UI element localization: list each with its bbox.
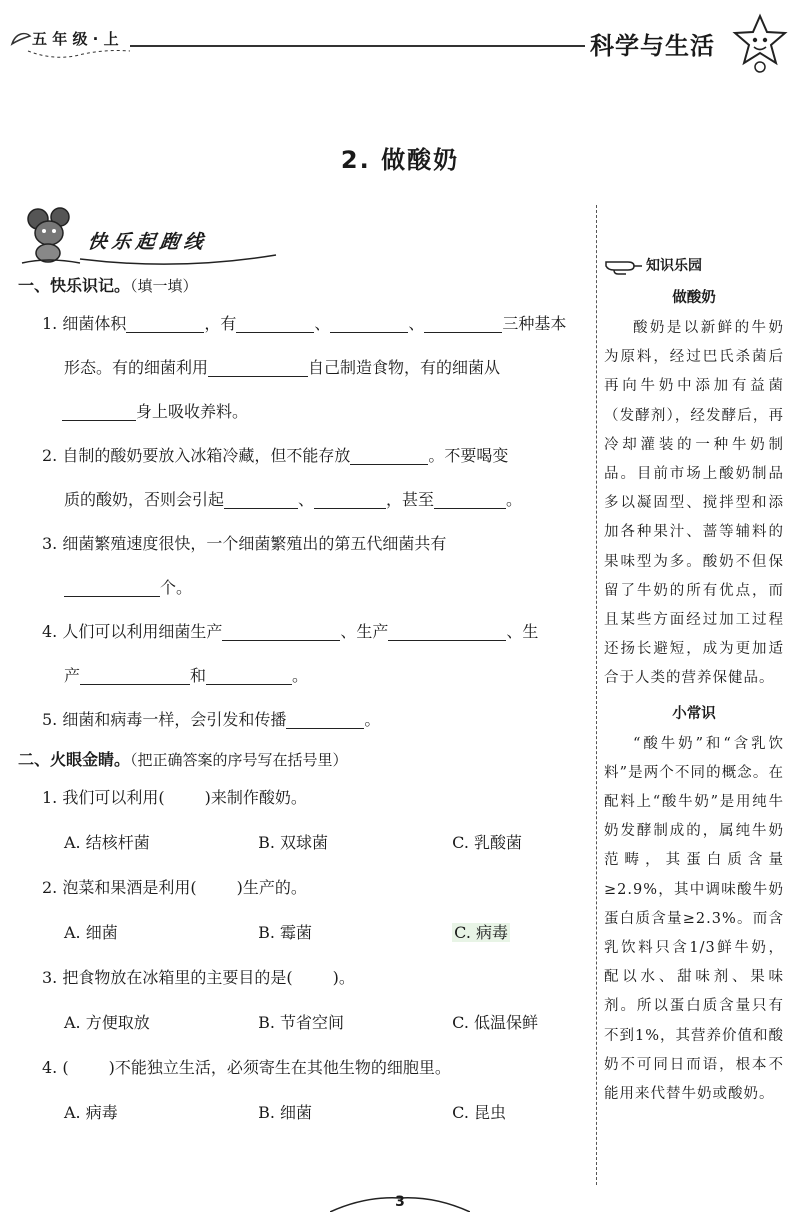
choice-options-1 [18, 820, 588, 866]
fill-question-5: 5. 细菌和病毒一样，会引发和传播 。 [18, 698, 588, 742]
choice-options-4 [18, 1090, 588, 1136]
fill-question-3-cont: 个。 [18, 566, 588, 610]
page-number: 3 [330, 1192, 470, 1212]
answer-blank[interactable] [388, 618, 506, 641]
mouse-mascot-icon [18, 205, 82, 265]
page-header [0, 0, 800, 80]
section-heading-1: 一、快乐识记。（填一填） [18, 276, 198, 295]
option-c[interactable]: C. 乳酸菌 [452, 833, 523, 852]
sidebar-label: 知识乐园 [604, 250, 784, 282]
answer-blank[interactable] [80, 662, 190, 685]
answer-blank[interactable] [126, 310, 204, 333]
choice-question-1: 1. 我们可以利用( )来制作酸奶。 [42, 788, 307, 807]
choice-question-4: 4. ( )不能独立生活，必须寄生在其他生物的细胞里。 [42, 1058, 451, 1077]
answer-blank[interactable] [350, 442, 428, 465]
option-a[interactable]: A. 病毒 [64, 1103, 118, 1122]
option-a[interactable]: A. 细菌 [64, 923, 118, 942]
option-b[interactable]: B. 双球菌 [258, 833, 329, 852]
answer-blank[interactable] [424, 310, 502, 333]
option-a[interactable]: A. 方便取放 [64, 1013, 150, 1032]
option-b[interactable]: B. 节省空间 [258, 1013, 345, 1032]
answer-blank[interactable] [62, 398, 136, 421]
fill-question-2: 2. 自制的酸奶要放入冰箱冷藏，但不能存放 。不要喝变 [18, 434, 588, 478]
answer-blank[interactable] [330, 310, 408, 333]
answer-blank[interactable] [224, 486, 298, 509]
fill-question-4-cont: 产 和 。 [18, 654, 588, 698]
fill-question-1-cont2: 身上吸收养料。 [18, 390, 588, 434]
sidebar-title-1: 做酸奶 [672, 290, 716, 306]
section-hint: （把正确答案的序号写在括号里） [130, 751, 348, 769]
star-mascot-icon [730, 12, 790, 74]
sidebar-paragraph-1: 酸奶是以新鲜的牛奶为原料，经过巴氏杀菌后再向牛奶中添加有益菌（发酵剂），经发酵后，再冷却灌装的一种牛奶制品。目前市场上酸奶制品多以凝固型、搅拌型和添加各种果汁、蔷等辅料的果味型为多。酸奶不但保留了牛奶的所有优点，而且某些方面经过加工过程还扬长避短，成为更加适合于人类的营养保健品。 [604, 320, 784, 687]
answer-blank[interactable] [236, 310, 314, 333]
answer-blank[interactable] [314, 486, 386, 509]
pointing-hand-icon [604, 254, 644, 276]
page-title: 2. 做酸奶 [340, 146, 460, 174]
exercise-column [18, 270, 588, 1136]
leaf-icon [10, 30, 32, 48]
fill-question-1-cont: 形态。有的细菌利用 自己制造食物，有的细菌从 [18, 346, 588, 390]
answer-blank[interactable] [222, 618, 340, 641]
section-hint: （填一填） [130, 277, 198, 295]
option-b[interactable]: B. 细菌 [258, 1103, 313, 1122]
section-banner [18, 205, 278, 265]
option-c[interactable]: C. 昆虫 [452, 1103, 507, 1122]
fill-question-3: 3. 细菌繁殖速度很快，一个细菌繁殖出的第五代细菌共有 [42, 534, 447, 553]
answer-blank[interactable] [286, 706, 364, 729]
sidebar-paragraph-2: “酸牛奶”和“含乳饮料”是两个不同的概念。在配料上“酸牛奶”是用纯牛奶发酵制成的，属纯牛奶范畴，其蛋白质含量≥2.9%，其中调味酸牛奶蛋白质含量≥2.3%。而含乳饮料只含1/3鲜牛奶，配以水、甜味剂、果味剂。所以蛋白质含量只有不到1%，其营养价值和酸奶不可同日而语，根本不能用来代替牛奶或酸奶。 [604, 735, 785, 1103]
choice-question-3: 3. 把食物放在冰箱里的主要目的是( )。 [42, 968, 355, 987]
answer-blank[interactable] [64, 574, 160, 597]
sidebar-title-2: 小常识 [672, 705, 716, 722]
option-c[interactable]: C. 病毒 [454, 923, 509, 942]
knowledge-sidebar [604, 250, 784, 1109]
section-heading-2: 二、火眼金睛。（把正确答案的序号写在括号里） [18, 750, 348, 769]
option-c[interactable]: C. 低温保鲜 [452, 1013, 539, 1032]
brand-title: 科学与生活 [590, 32, 715, 60]
banner-swoosh [78, 249, 278, 269]
answer-blank[interactable] [434, 486, 506, 509]
banner-title: 快乐起跑线 [86, 231, 210, 253]
choice-options-3 [18, 1000, 588, 1046]
grade-label: 五 年 级 · 上 [32, 30, 119, 48]
fill-question-1: 1. 细菌体积 ，有 、 、 三种基本 [18, 302, 588, 346]
answer-blank[interactable] [206, 662, 292, 685]
fill-question-2-cont: 质的酸奶，否则会引起 、 ，甚至 。 [18, 478, 588, 522]
fill-question-4: 4. 人们可以利用细菌生产 、生产 、生 [18, 610, 588, 654]
option-a[interactable]: A. 结核杆菌 [64, 833, 150, 852]
header-rule [130, 45, 585, 47]
choice-question-2: 2. 泡菜和果酒是利用( )生产的。 [42, 878, 307, 897]
choice-options-2 [18, 910, 588, 956]
header-wave-decoration [24, 47, 134, 61]
answer-blank[interactable] [208, 354, 308, 377]
column-divider [596, 205, 597, 1185]
option-b[interactable]: B. 霉菌 [258, 923, 313, 942]
